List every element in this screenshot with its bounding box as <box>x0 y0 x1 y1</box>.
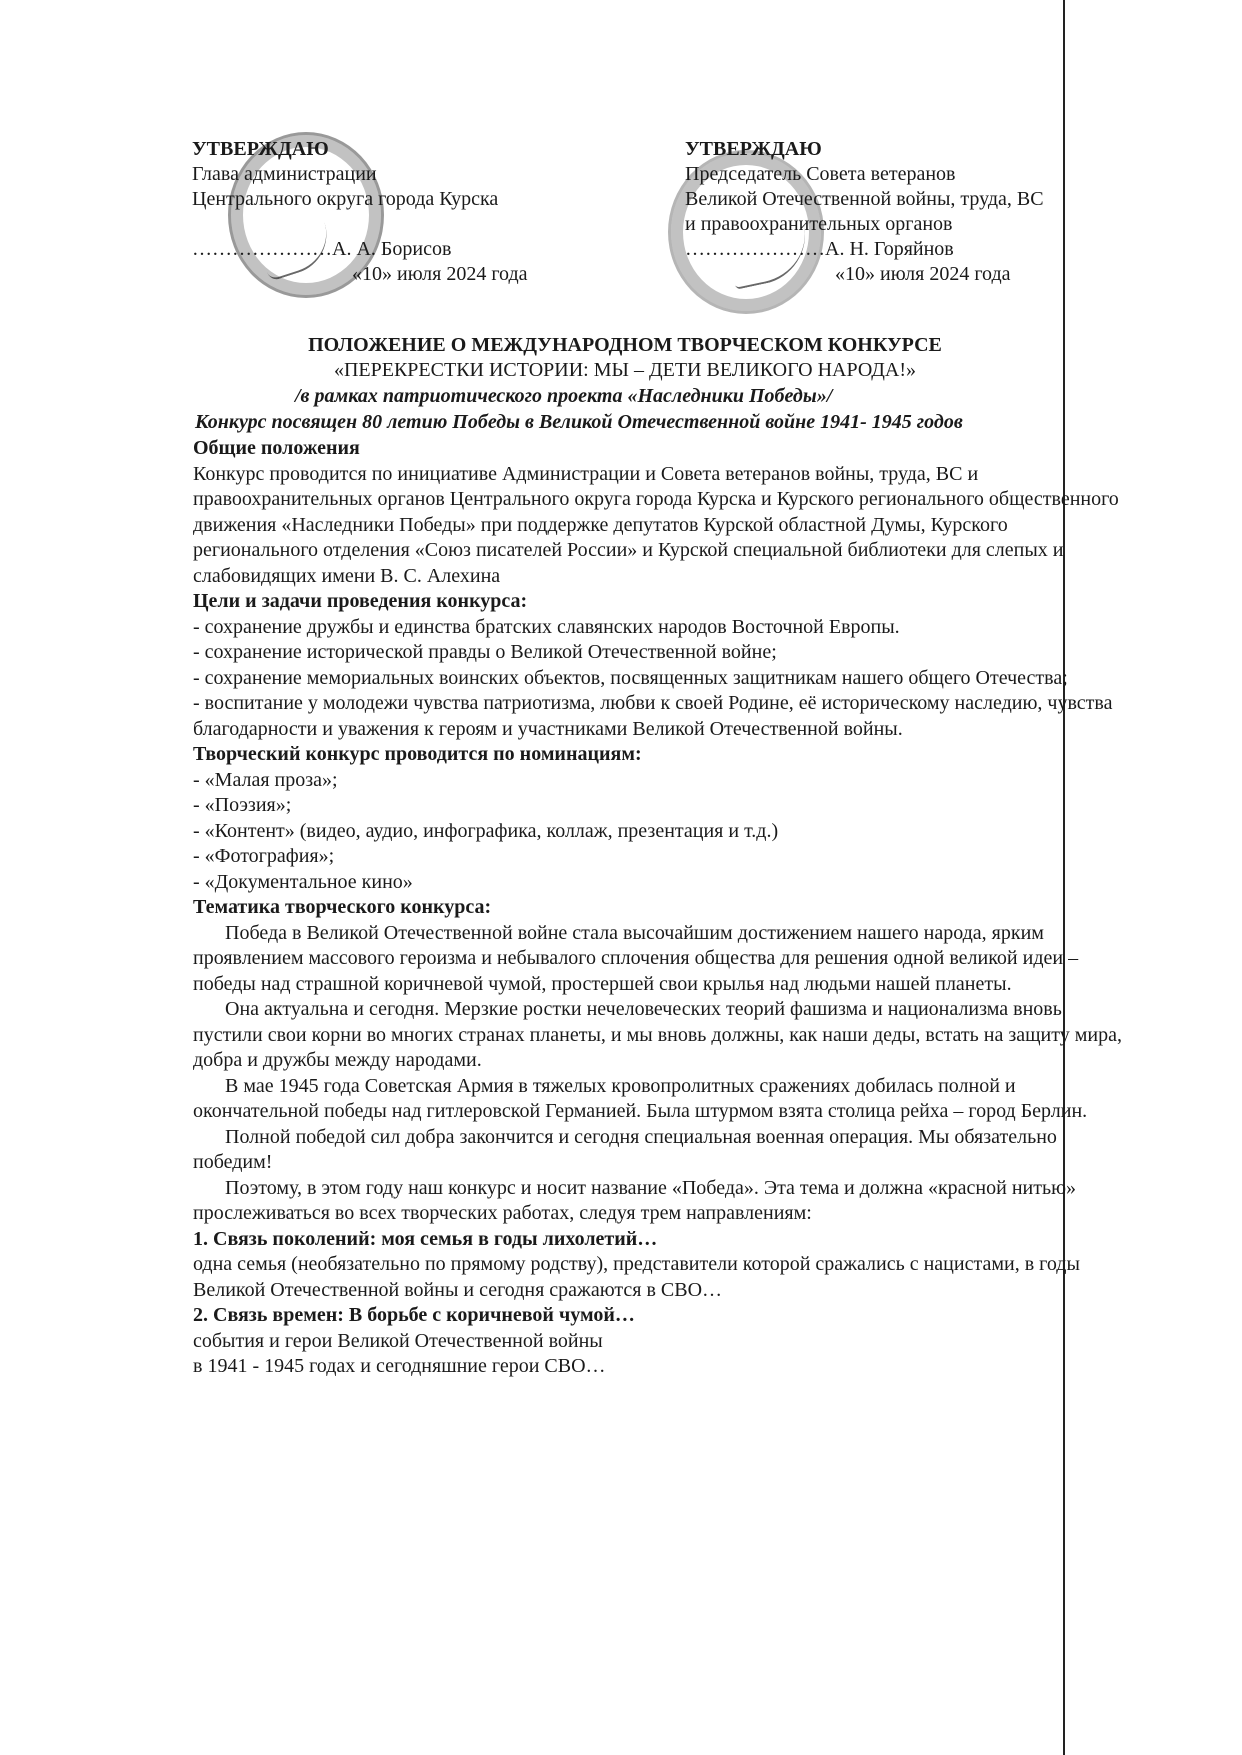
theme-paragraph: Поэтому, в этом году наш конкурс и носит название «Победа». Эта тема и должна «красной нитью» прослеживаться во всех творческих работах, следуя трем направлениям: <box>193 1176 1077 1224</box>
project-subtitle: /в рамках патриотического проекта «Наследники Победы»/ <box>295 385 833 407</box>
nomination-item: - «Малая проза»; <box>193 768 338 791</box>
approval-position: Глава администрации <box>192 163 377 185</box>
goal-item: - сохранение мемориальных воинских объектов, посвященных защитникам нашего общего Отечества; <box>193 666 1068 689</box>
section-heading-general: Общие положения <box>193 437 360 459</box>
nomination-item: - «Фотография»; <box>193 845 335 867</box>
goal-item: - сохранение исторической правды о Великой Отечественной войне; <box>193 641 777 663</box>
nomination-item: - «Поэзия»; <box>193 794 292 816</box>
approval-date: «10» июля 2024 года <box>352 263 528 285</box>
theme-paragraph: В мае 1945 года Советская Армия в тяжелых кровопролитных сражениях добилась полной и окончательной победы над гитлеровской Германией. Была штурмом взята столица рейха – город Берлин. <box>193 1074 1088 1122</box>
approval-organization: Центрального округа города Курска <box>192 188 499 210</box>
direction-text: в 1941 - 1945 годах и сегодняшние герои СВО… <box>193 1355 606 1377</box>
section-heading-theme: Тематика творческого конкурса: <box>193 896 492 918</box>
approval-block-left <box>192 137 612 287</box>
theme-paragraph: Полной победой сил добра закончится и сегодня специальная военная операция. Мы обязательно победим! <box>193 1125 1057 1173</box>
approval-date: «10» июля 2024 года <box>835 263 1011 285</box>
section-heading-nominations: Творческий конкурс проводится по номинациям: <box>193 743 642 765</box>
approval-position: Председатель Совета ветеранов <box>685 163 956 185</box>
goal-item: - сохранение дружбы и единства братских славянских народов Восточной Европы. <box>193 615 900 638</box>
goal-item: - воспитание у молодежи чувства патриотизма, любви к своей Родине, её историческому наследию, чувства благодарности и уважения к героям и участниками Великой Отечественной войны. <box>193 692 1113 740</box>
approval-signature-line: …………………А. Н. Горяйнов <box>685 238 954 260</box>
dedication-line: Конкурс посвящен 80 летию Победы в Великой Отечественной войне 1941- 1945 годов <box>195 411 963 433</box>
direction-heading: 2. Связь времен: В борьбе с коричневой чумой… <box>193 1304 635 1326</box>
document-body <box>193 436 1123 1380</box>
approval-signature-line: …………………А. А. Борисов <box>192 238 452 260</box>
direction-text: одна семья (необязательно по прямому родству), представители которой сражались с нацистами, в годы Великой Отечественной войны и сегодня сражаются в СВО… <box>193 1253 1080 1301</box>
approval-heading: УТВЕРЖДАЮ <box>192 138 329 160</box>
approval-block-right <box>685 137 1125 287</box>
approval-heading: УТВЕРЖДАЮ <box>685 138 822 160</box>
section-heading-goals: Цели и задачи проведения конкурса: <box>193 590 528 612</box>
approval-organization: Великой Отечественной войны, труда, ВС <box>685 188 1044 210</box>
document-title: ПОЛОЖЕНИЕ О МЕЖДУНАРОДНОМ ТВОРЧЕСКОМ КОНКУРСЕ <box>308 334 942 356</box>
theme-paragraph: Победа в Великой Отечественной войне стала высочайшим достижением нашего народа, ярким проявлением массового героизма и небывалого сплочения общества для решения одной великой идеи – победы над страшной коричневой чумой, простершей свои крылья над людьми нашей планеты. <box>193 921 1079 995</box>
general-text: Конкурс проводится по инициативе Администрации и Совета ветеранов войны, труда, ВС и правоохранительных органов Центрального округа города Курска и Курского регионального общественного движения «Наследники Победы» при поддержке депутатов Курской областной Думы, Курского регионального отделения «Союз писателей России» и Курской специальной библиотеки для слепых и слабовидящих имени В. С. Алехина <box>193 462 1119 587</box>
nomination-item: - «Документальное кино» <box>193 870 413 893</box>
nomination-item: - «Контент» (видео, аудио, инфографика, коллаж, презентация и т.д.) <box>193 819 779 842</box>
direction-text: события и герои Великой Отечественной войны <box>193 1329 603 1352</box>
contest-name: «ПЕРЕКРЕСТКИ ИСТОРИИ: МЫ – ДЕТИ ВЕЛИКОГО НАРОДА!» <box>333 359 917 381</box>
theme-paragraph: Она актуальна и сегодня. Мерзкие ростки нечеловеческих теорий фашизма и национализма вновь пустили свои корни во многих странах планеты, и мы вновь должны, как наши деды, встать на защиту мира, добра и дружбы между народами. <box>193 998 1122 1071</box>
approval-organization-cont: и правоохранительных органов <box>685 213 953 235</box>
direction-heading: 1. Связь поколений: моя семья в годы лихолетий… <box>193 1227 658 1250</box>
